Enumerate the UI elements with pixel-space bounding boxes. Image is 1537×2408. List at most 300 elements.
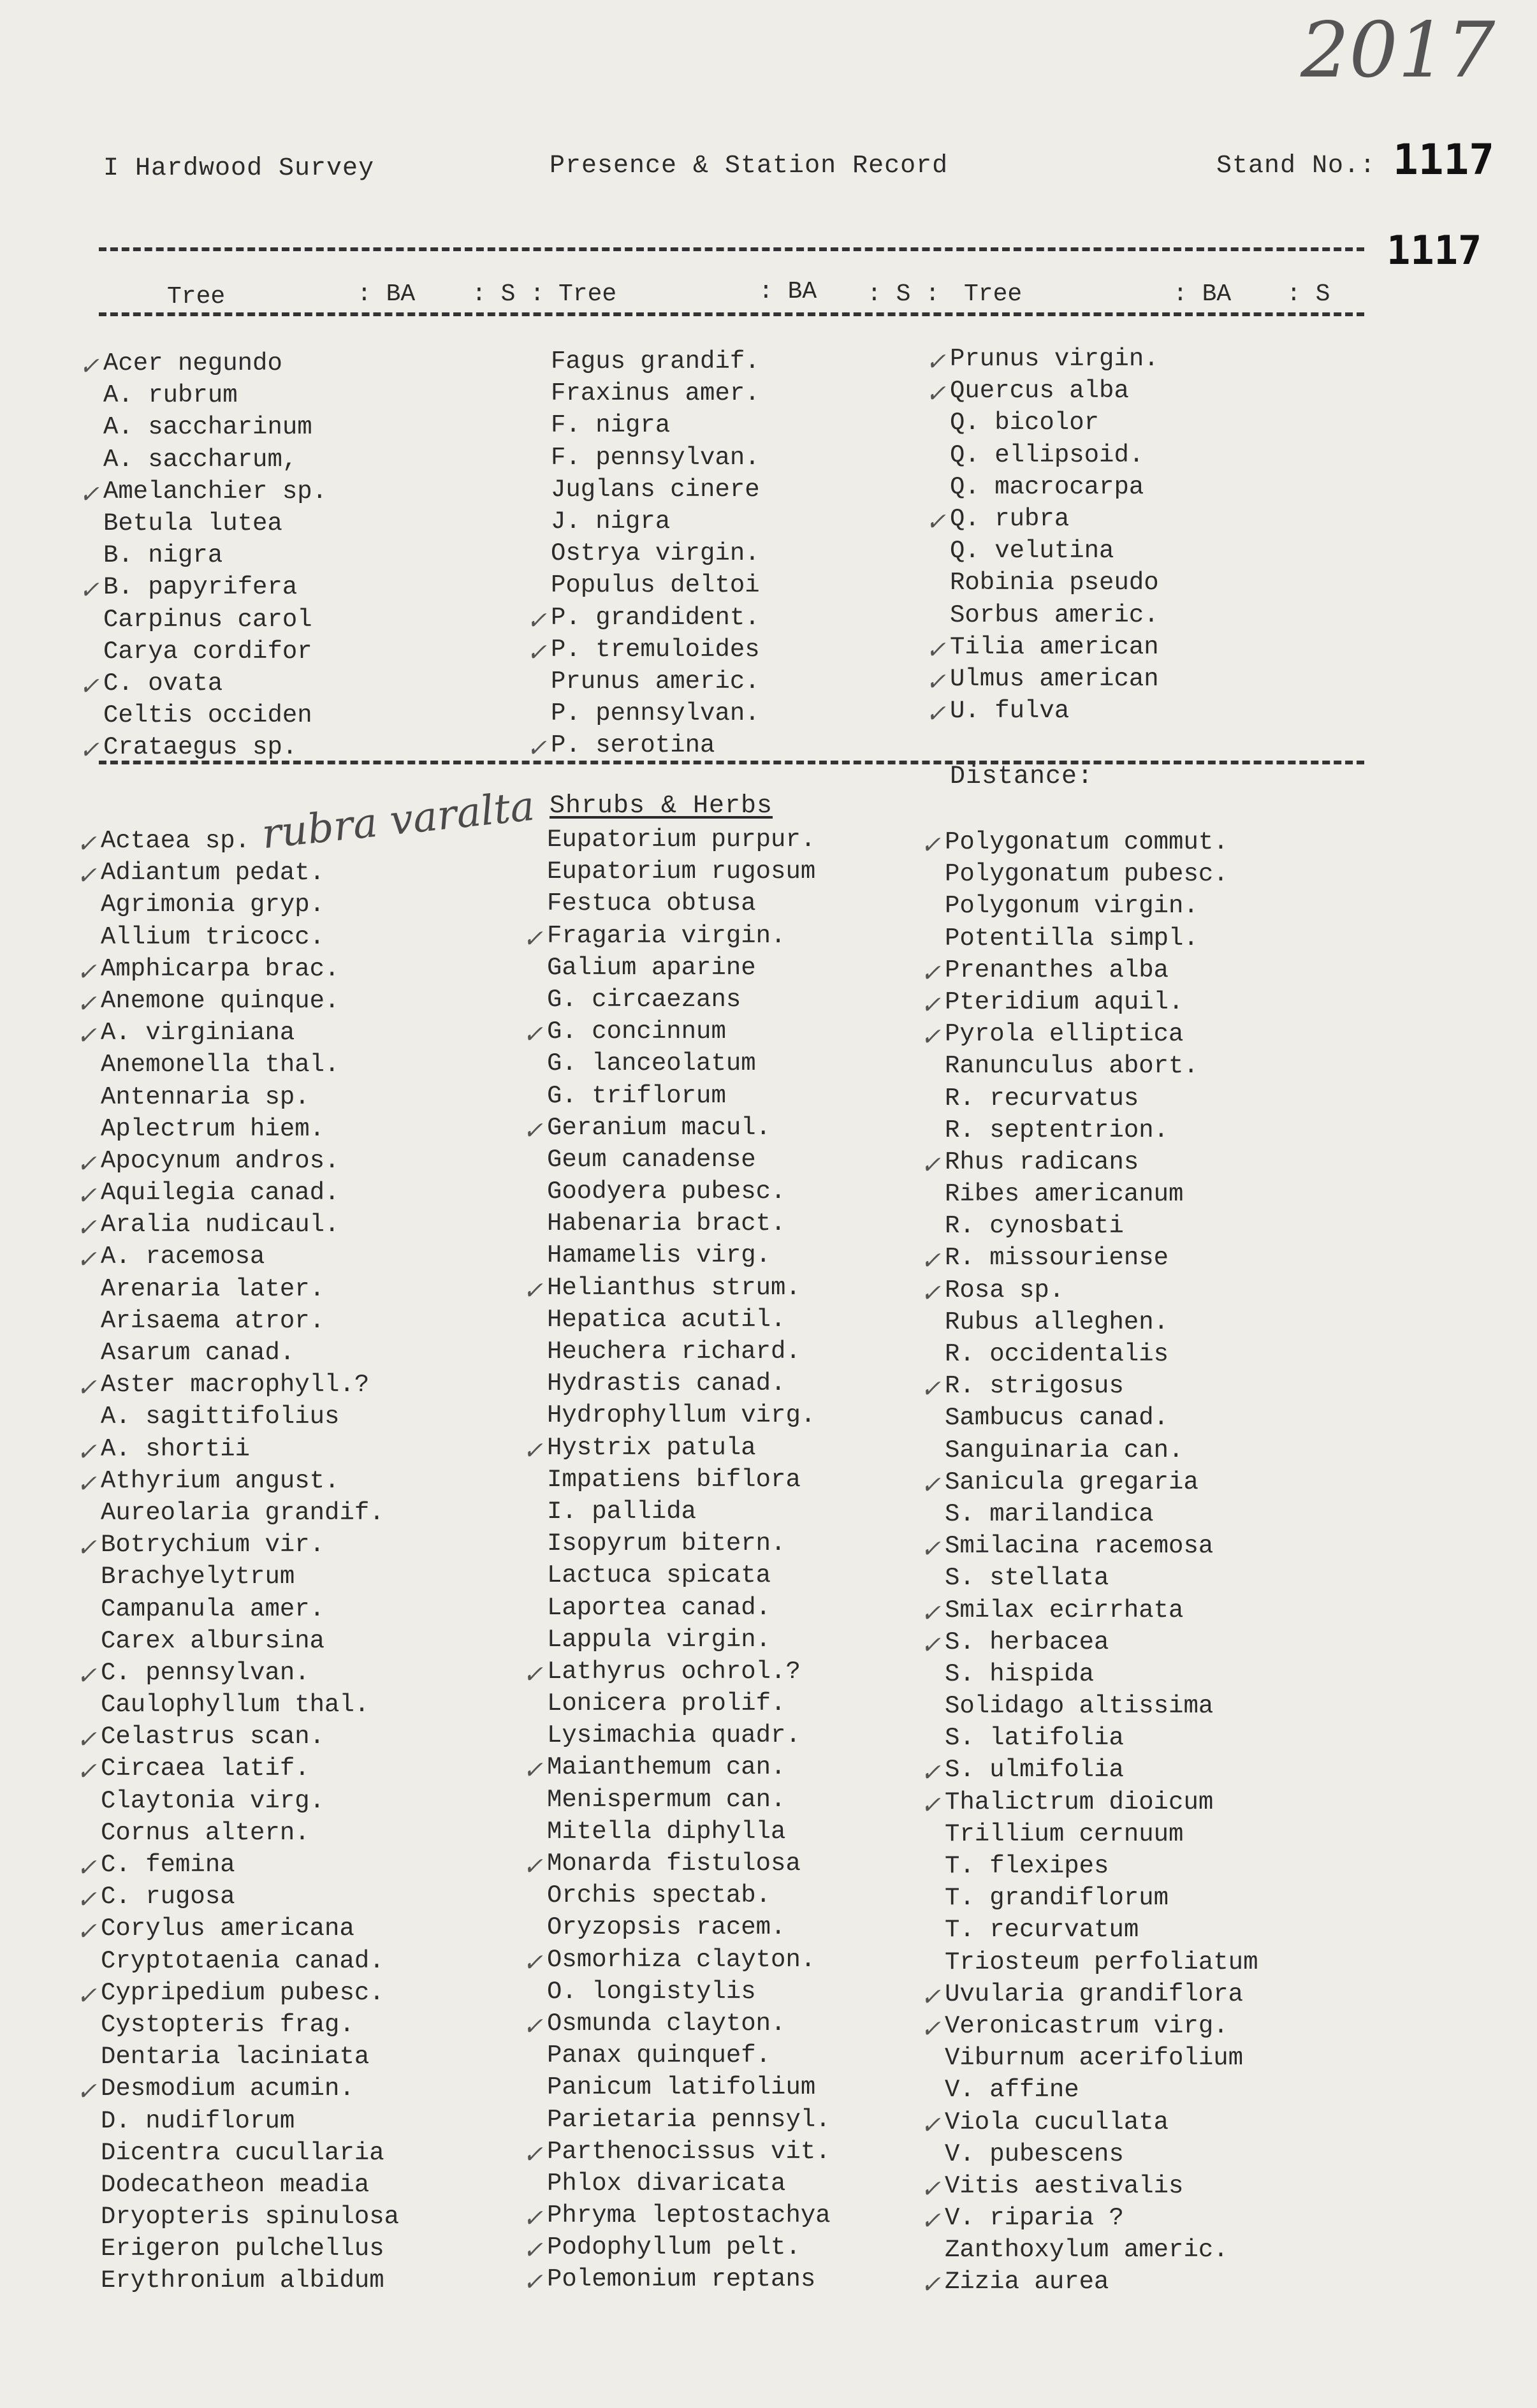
herb-list-column-1	[76, 825, 400, 2297]
species-row	[547, 1624, 831, 1656]
checkmark-icon: ✓	[523, 924, 543, 952]
species-name: Lysimachia quadr.	[547, 1721, 801, 1750]
species-name: Campanula amer.	[101, 1594, 325, 1623]
checkmark-icon: ✓	[921, 831, 941, 859]
species-row	[921, 986, 1258, 1019]
checkmark-icon: ✓	[527, 638, 547, 666]
species-row	[101, 1273, 399, 1305]
column-header-tree-2: Tree	[558, 281, 617, 308]
species-row	[523, 1016, 831, 1049]
column-header-s-3: : S	[1286, 281, 1330, 308]
species-row	[547, 1592, 831, 1624]
species-name: Allium tricocc.	[101, 923, 325, 951]
checkmark-icon: ✓	[523, 2236, 543, 2265]
species-row	[101, 1689, 399, 1721]
checkmark-icon: ✓	[76, 1021, 97, 1050]
handwritten-year: 2017	[1300, 6, 1496, 95]
species-name: Polygonatum pubesc.	[945, 860, 1228, 889]
checkmark-icon: ✓	[76, 1917, 97, 1946]
species-row	[103, 507, 327, 539]
species-name: Prenanthes alba	[945, 956, 1169, 984]
checkmark-icon: ✓	[76, 2077, 97, 2106]
species-name: T. recurvatum	[945, 1916, 1139, 1945]
checkmark-icon: ✓	[921, 1982, 941, 2011]
species-name: Aplectrum hiem.	[101, 1114, 325, 1143]
species-row	[945, 1722, 1258, 1754]
stand-number-label: Stand No.:	[1216, 152, 1376, 180]
species-row	[945, 923, 1258, 954]
species-name: Athyrium angust.	[101, 1466, 340, 1495]
species-row	[527, 634, 760, 666]
species-row	[76, 1721, 399, 1754]
species-name: A. saccharinum	[103, 413, 312, 442]
species-row	[945, 1658, 1258, 1690]
species-row	[101, 2169, 399, 2201]
species-name: Impatiens biflora	[547, 1465, 801, 1494]
checkmark-icon: ✓	[523, 1756, 543, 1784]
species-row	[926, 695, 1159, 728]
checkmark-icon: ✓	[926, 379, 946, 408]
species-name: Cypripedium pubesc.	[101, 1978, 384, 2007]
species-row	[551, 346, 760, 377]
species-name: Polygonum virgin.	[945, 892, 1198, 921]
species-name: Dodecatheon meadia	[101, 2170, 370, 2199]
species-row	[921, 1978, 1258, 2011]
species-row	[76, 985, 399, 1018]
species-name: Smilax ecirrhata	[945, 1596, 1184, 1624]
species-name: R. occidentalis	[945, 1340, 1169, 1368]
species-row	[950, 407, 1159, 439]
species-row	[547, 1911, 831, 1943]
species-row	[551, 569, 760, 601]
species-row	[551, 474, 760, 506]
checkmark-icon: ✓	[76, 1661, 97, 1689]
species-name: G. triflorum	[547, 1081, 726, 1110]
species-name: Viburnum acerifolium	[945, 2044, 1244, 2073]
species-row	[921, 1786, 1258, 1819]
checkmark-icon: ✓	[79, 479, 99, 508]
species-name: D. nudiflorum	[101, 2106, 295, 2135]
species-name: Trillium cernuum	[945, 1820, 1184, 1848]
checkmark-icon: ✓	[921, 2207, 941, 2235]
species-name: Monarda fistulosa	[547, 1850, 801, 1878]
stand-number-stamp: 1117	[1393, 135, 1494, 184]
checkmark-icon: ✓	[76, 957, 97, 986]
species-name: Q. velutina	[950, 537, 1114, 566]
species-row	[79, 476, 328, 508]
species-name: A. virginiana	[101, 1019, 295, 1047]
checkmark-icon: ✓	[921, 990, 941, 1019]
species-name: C. ovata	[103, 669, 223, 697]
species-name: R. missouriense	[945, 1244, 1169, 1273]
species-name: Arenaria later.	[101, 1274, 325, 1303]
species-name: Oryzopsis racem.	[547, 1913, 786, 1942]
species-row	[547, 1176, 831, 1208]
species-row	[921, 1146, 1258, 1179]
species-row	[945, 1050, 1258, 1082]
species-name: Polygonatum commut.	[945, 828, 1228, 856]
species-row	[921, 1274, 1258, 1307]
species-name: Lactuca spicata	[547, 1561, 771, 1590]
species-row	[101, 1945, 399, 1977]
species-name: Arisaema atror.	[101, 1306, 325, 1335]
checkmark-icon: ✓	[76, 1885, 97, 1914]
checkmark-icon: ✓	[523, 1948, 543, 1976]
handwritten-note: rubra varalta	[259, 782, 537, 859]
species-name: Pyrola elliptica	[945, 1020, 1184, 1049]
species-row	[547, 824, 831, 856]
species-row	[926, 375, 1159, 408]
species-row	[551, 377, 760, 409]
species-row	[79, 668, 327, 700]
species-row	[101, 2137, 399, 2169]
species-row	[101, 1817, 399, 1849]
column-header-ba-1: : BA	[357, 281, 416, 308]
species-name: P. serotina	[551, 731, 715, 760]
species-name: C. rugosa	[101, 1883, 235, 1911]
species-name: Aralia nudicaul.	[101, 1211, 340, 1239]
species-row	[950, 599, 1159, 631]
species-row	[76, 1849, 399, 1881]
species-name: Caulophyllum thal.	[101, 1691, 370, 1719]
species-row	[523, 1112, 831, 1144]
species-name: Hepatica acutil.	[547, 1305, 786, 1334]
species-row	[547, 1080, 831, 1112]
species-row	[103, 699, 327, 731]
species-row	[523, 2200, 831, 2233]
species-name: Q. macrocarpa	[950, 472, 1144, 501]
species-row	[950, 535, 1159, 567]
species-row	[921, 2266, 1258, 2299]
species-name: Sanicula gregaria	[945, 1468, 1198, 1496]
checkmark-icon: ✓	[921, 1023, 941, 1051]
species-name: S. hispida	[945, 1660, 1095, 1688]
species-row	[76, 1881, 399, 1914]
species-name: Orchis spectab.	[547, 1881, 771, 1910]
species-name: A. rubrum	[103, 381, 238, 410]
checkmark-icon: ✓	[921, 1246, 941, 1275]
species-name: F. nigra	[551, 411, 671, 440]
species-row	[547, 1047, 831, 1079]
tree-list-column-1	[79, 347, 328, 764]
species-name: R. recurvatus	[945, 1084, 1139, 1113]
species-name: Pteridium aquil.	[945, 988, 1184, 1016]
species-row	[551, 506, 760, 537]
checkmark-icon: ✓	[921, 1150, 941, 1179]
checkmark-icon: ✓	[76, 1181, 97, 1210]
checkmark-icon: ✓	[921, 958, 941, 987]
species-row	[921, 1466, 1258, 1499]
checkmark-icon: ✓	[926, 667, 946, 696]
species-row	[76, 857, 399, 890]
species-name: Festuca obtusa	[547, 889, 756, 918]
species-name: Ribes americanum	[945, 1180, 1184, 1209]
species-name: Robinia pseudo	[950, 569, 1159, 597]
species-row	[945, 1818, 1258, 1850]
species-row	[101, 2041, 399, 2073]
checkmark-icon: ✓	[921, 1598, 941, 1627]
species-row	[76, 1753, 399, 1786]
species-name: Laportea canad.	[547, 1593, 771, 1622]
species-row	[547, 1784, 831, 1816]
species-row	[950, 439, 1159, 471]
column-header-ba-3: : BA	[1173, 281, 1232, 308]
species-name: Thalictrum dioicum	[945, 1788, 1214, 1816]
species-row	[547, 1496, 831, 1528]
species-name: Brachyelytrum	[101, 1563, 295, 1591]
species-name: Cryptotaenia canad.	[101, 1946, 384, 1975]
species-row	[76, 1145, 399, 1178]
checkmark-icon: ✓	[76, 1373, 97, 1402]
species-name: Eupatorium purpur.	[547, 826, 816, 854]
checkmark-icon: ✓	[79, 576, 99, 604]
species-row	[101, 2265, 399, 2296]
species-row	[921, 1018, 1258, 1051]
species-name: Lathyrus ochrol.?	[547, 1657, 801, 1686]
species-row	[547, 952, 831, 984]
species-name: G. circaezans	[547, 985, 741, 1014]
checkmark-icon: ✓	[921, 1375, 941, 1403]
species-row	[103, 636, 327, 668]
species-name: A. sagittifolius	[101, 1403, 340, 1431]
species-name: Fragaria virgin.	[547, 921, 786, 950]
checkmark-icon: ✓	[921, 1790, 941, 1819]
species-row	[551, 537, 760, 569]
species-row	[547, 1399, 831, 1431]
species-name: Q. bicolor	[950, 409, 1100, 437]
species-row	[926, 631, 1159, 664]
species-name: Anemonella thal.	[101, 1051, 340, 1079]
species-name: Ulmus american	[950, 664, 1159, 693]
species-row	[101, 1049, 399, 1081]
species-row	[945, 1178, 1258, 1210]
checkmark-icon: ✓	[523, 2204, 543, 2233]
species-row	[945, 1434, 1258, 1466]
species-row	[527, 602, 760, 634]
checkmark-icon: ✓	[76, 1149, 97, 1178]
checkmark-icon: ✓	[76, 1853, 97, 1881]
species-row	[921, 826, 1258, 859]
species-name: Populus deltoi	[551, 571, 760, 600]
species-row	[547, 1528, 831, 1559]
species-name: A. racemosa	[101, 1243, 265, 1271]
species-row	[926, 503, 1159, 536]
species-row	[945, 1914, 1258, 1946]
checkmark-icon: ✓	[926, 699, 946, 728]
tree-list-column-2	[527, 346, 760, 763]
species-name: Panax quinquef.	[547, 2041, 771, 2070]
checkmark-icon: ✓	[523, 2268, 543, 2296]
species-row	[950, 567, 1159, 599]
checkmark-icon: ✓	[527, 606, 547, 634]
species-name: G. lanceolatum	[547, 1049, 756, 1078]
species-row	[103, 539, 327, 571]
species-name: Smilacina racemosa	[945, 1532, 1214, 1561]
species-name: Dryopteris spinulosa	[101, 2203, 400, 2231]
species-row	[551, 442, 760, 474]
species-row	[523, 1848, 831, 1880]
species-row	[79, 571, 327, 604]
species-name: Ostrya virgin.	[551, 539, 760, 568]
species-row	[945, 890, 1258, 922]
species-name: Hamamelis virg.	[547, 1241, 771, 1270]
species-row	[945, 1306, 1258, 1338]
checkmark-icon: ✓	[76, 1725, 97, 1754]
species-name: Viola cucullata	[945, 2108, 1169, 2136]
species-name: Q. rubra	[950, 504, 1070, 533]
checkmark-icon: ✓	[523, 2140, 543, 2168]
species-row	[921, 2106, 1258, 2139]
species-row	[945, 1882, 1258, 1914]
species-row	[101, 2201, 399, 2233]
checkmark-icon: ✓	[76, 1757, 97, 1786]
species-name: Quercus alba	[950, 377, 1129, 405]
checkmark-icon: ✓	[76, 861, 97, 890]
species-row	[101, 921, 399, 953]
checkmark-icon: ✓	[921, 2270, 941, 2299]
species-name: P. pennsylvan.	[551, 699, 760, 728]
species-row	[926, 343, 1159, 376]
species-row	[945, 1210, 1258, 1242]
species-row	[547, 1976, 831, 2008]
species-name: Juglans cinere	[551, 475, 760, 504]
species-row	[926, 663, 1159, 696]
species-name: Corylus americana	[101, 1915, 354, 1943]
species-row	[523, 2008, 831, 2040]
species-name: Hystrix patula	[547, 1433, 756, 1462]
species-row	[523, 1272, 831, 1304]
stand-number-stamp-2: 1117	[1387, 227, 1482, 274]
species-name: Sambucus canad.	[945, 1404, 1169, 1433]
species-row	[921, 2170, 1258, 2203]
shrubs-herbs-title: Shrubs & Herbs	[550, 792, 773, 821]
species-row	[76, 1529, 399, 1562]
species-row	[945, 1338, 1258, 1370]
species-name: Galium aparine	[547, 953, 756, 982]
species-row	[101, 2105, 399, 2137]
species-name: T. flexipes	[945, 1852, 1109, 1880]
checkmark-icon: ✓	[921, 1758, 941, 1787]
checkmark-icon: ✓	[79, 671, 99, 700]
species-name: Maianthemum can.	[547, 1753, 786, 1782]
species-row	[523, 2231, 831, 2265]
species-name: Amelanchier sp.	[103, 477, 328, 506]
species-name: S. ulmifolia	[945, 1756, 1124, 1784]
species-name: Anemone quinque.	[101, 986, 340, 1015]
species-name: Lonicera prolif.	[547, 1689, 786, 1718]
species-row	[921, 1594, 1258, 1627]
checkmark-icon: ✓	[523, 1020, 543, 1049]
checkmark-icon: ✓	[76, 829, 97, 857]
species-name: Ranunculus abort.	[945, 1052, 1198, 1081]
checkmark-icon: ✓	[527, 734, 547, 763]
species-row	[921, 2202, 1258, 2235]
species-row	[547, 1879, 831, 1911]
species-row	[945, 1498, 1258, 1530]
survey-title: I Hardwood Survey	[103, 154, 375, 183]
checkmark-icon: ✓	[76, 1533, 97, 1562]
species-row	[76, 1209, 399, 1242]
species-row	[103, 411, 327, 443]
checkmark-icon: ✓	[76, 1245, 97, 1274]
species-name: Sorbus americ.	[950, 601, 1159, 629]
checkmark-icon: ✓	[921, 2110, 941, 2139]
species-name: Dentaria laciniata	[101, 2043, 370, 2071]
species-name: Aquilegia canad.	[101, 1179, 340, 1208]
species-name: Parietaria pennsyl.	[547, 2105, 831, 2134]
checkmark-icon: ✓	[921, 2174, 941, 2203]
species-name: S. herbacea	[945, 1628, 1109, 1656]
species-row	[76, 1369, 399, 1402]
species-row	[523, 1751, 831, 1784]
species-name: Desmodium acumin.	[101, 2075, 354, 2103]
checkmark-icon: ✓	[76, 989, 97, 1018]
species-row	[945, 1690, 1258, 1722]
species-name: Geranium macul.	[547, 1113, 771, 1142]
species-name: Crataegus sp.	[103, 733, 298, 762]
species-name: Phlox divaricata	[547, 2169, 786, 2198]
species-name: V. affine	[945, 2076, 1079, 2105]
species-row	[101, 1081, 399, 1113]
species-row	[527, 729, 760, 763]
checkmark-icon: ✓	[921, 1278, 941, 1307]
species-name: P. grandident.	[551, 603, 760, 632]
species-name: Prunus virgin.	[950, 345, 1159, 373]
species-name: B. papyrifera	[103, 573, 298, 602]
checkmark-icon: ✓	[76, 1437, 97, 1466]
species-row	[101, 1561, 399, 1593]
species-name: J. nigra	[551, 507, 671, 536]
distance-label: Distance:	[950, 763, 1094, 791]
species-name: Dicentra cucullaria	[101, 2138, 384, 2167]
header-rule-top	[99, 247, 1364, 251]
species-name: Carex albursina	[101, 1626, 325, 1655]
species-row	[547, 1719, 831, 1751]
species-row	[101, 2009, 399, 2041]
species-name: Phryma leptostachya	[547, 2201, 831, 2230]
tree-section-rule	[99, 761, 1364, 764]
species-row	[921, 954, 1258, 987]
species-name: Acer negundo	[103, 349, 282, 377]
species-row	[945, 1946, 1258, 1978]
species-row	[547, 1304, 831, 1336]
species-row	[547, 2104, 831, 2136]
species-name: Eupatorium rugosum	[547, 857, 816, 886]
species-row	[921, 1242, 1258, 1275]
column-header-tree-3: Tree	[964, 281, 1023, 308]
checkmark-icon: ✓	[76, 1981, 97, 2010]
species-row	[547, 984, 831, 1016]
species-name: Polemonium reptans	[547, 2265, 816, 2294]
species-name: Betula lutea	[103, 509, 282, 537]
checkmark-icon: ✓	[523, 1852, 543, 1880]
species-name: Menispermum can.	[547, 1785, 786, 1814]
species-name: Rubus alleghen.	[945, 1308, 1169, 1336]
species-name: Carpinus carol	[103, 605, 312, 634]
species-name: B. nigra	[103, 541, 223, 570]
checkmark-icon: ✓	[76, 1469, 97, 1498]
species-name: V. pubescens	[945, 2140, 1124, 2168]
species-row	[101, 2233, 399, 2265]
species-name: Carya cordifor	[103, 637, 312, 666]
species-row	[547, 1559, 831, 1591]
species-name: Osmunda clayton.	[547, 2009, 786, 2038]
checkmark-icon: ✓	[79, 736, 99, 764]
species-name: Hydrophyllum virg.	[547, 1401, 816, 1430]
species-row	[921, 1626, 1258, 1659]
species-name: T. grandiflorum	[945, 1884, 1169, 1913]
species-row	[547, 1239, 831, 1271]
